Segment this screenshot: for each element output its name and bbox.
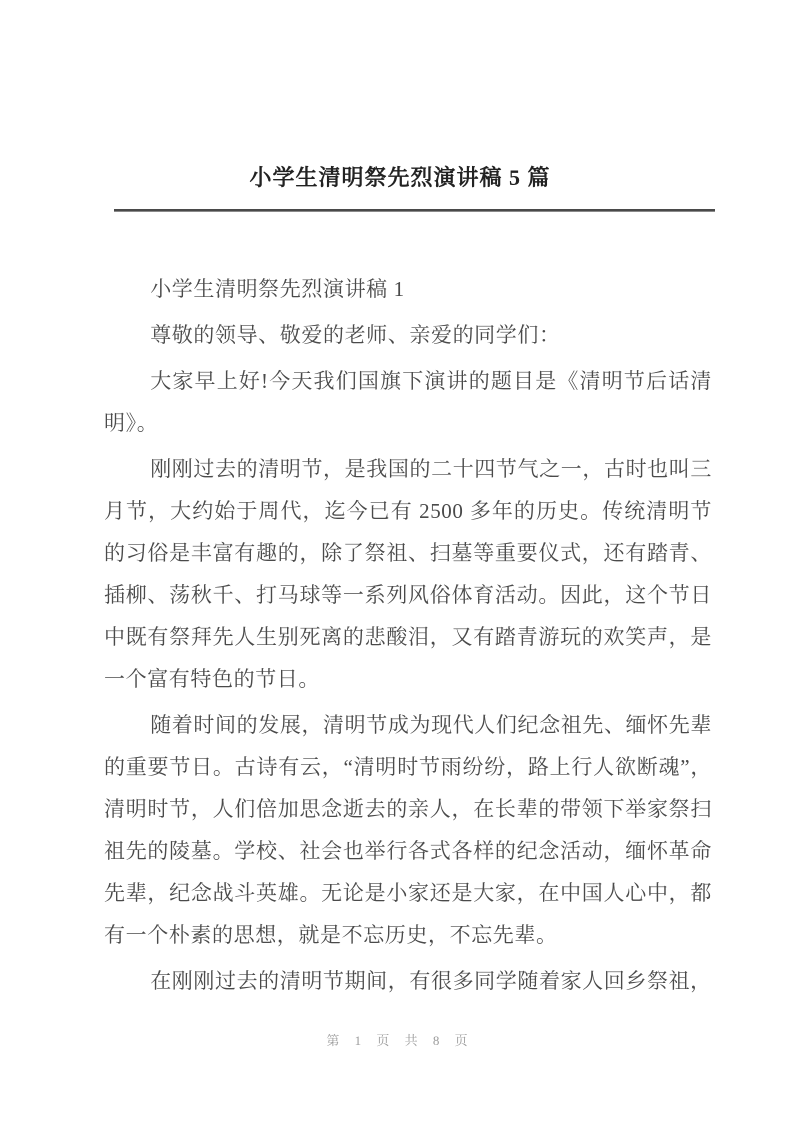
paragraph: 大家早上好!今天我们国旗下演讲的题目是《清明节后话清明》。	[104, 369, 712, 435]
paragraph: 随着时间的发展，清明节成为现代人们纪念祖先、缅怀先辈的重要节日。古诗有云，“清明时节雨纷纷，路上行人欲断魂”，清明时节，人们倍加思念逝去的亲人，在长辈的带领下举家祭扫祖先的陵墓。学校、社会也举行各式各样的纪念活动，缅怀革命先辈，纪念战斗英雄。无论是小家还是大家，在中国人心中，都有一个朴素的思想，就是不忘历史，不忘先辈。	[104, 713, 712, 947]
page-number-indicator: 第 1 页 共 8 页	[326, 1033, 474, 1048]
paragraph: 刚刚过去的清明节，是我国的二十四节气之一，古时也叫三月节，大约始于周代，迄今已有 2500 多年的历史。传统清明节的习俗是丰富有趣的，除了祭祖、扫墓等重要仪式，还有踏青、插柳、荡秋千、打马球等一系列风俗体育活动。因此，这个节日中既有祭拜先人生别死离的悲酸泪，又有踏青游玩的欢笑声，是一个富有特色的节日。	[104, 457, 712, 691]
document-body	[104, 268, 712, 1006]
title-divider	[114, 209, 715, 212]
paragraph: 小学生清明祭先烈演讲稿 1	[150, 277, 405, 301]
paragraph: 尊敬的领导、敬爱的老师、亲爱的同学们：	[150, 323, 561, 347]
paragraph: 在刚刚过去的清明节期间，有很多同学随着家人回乡祭祖，	[150, 969, 712, 993]
page-title: 小学生清明祭先烈演讲稿 5 篇	[249, 165, 551, 190]
